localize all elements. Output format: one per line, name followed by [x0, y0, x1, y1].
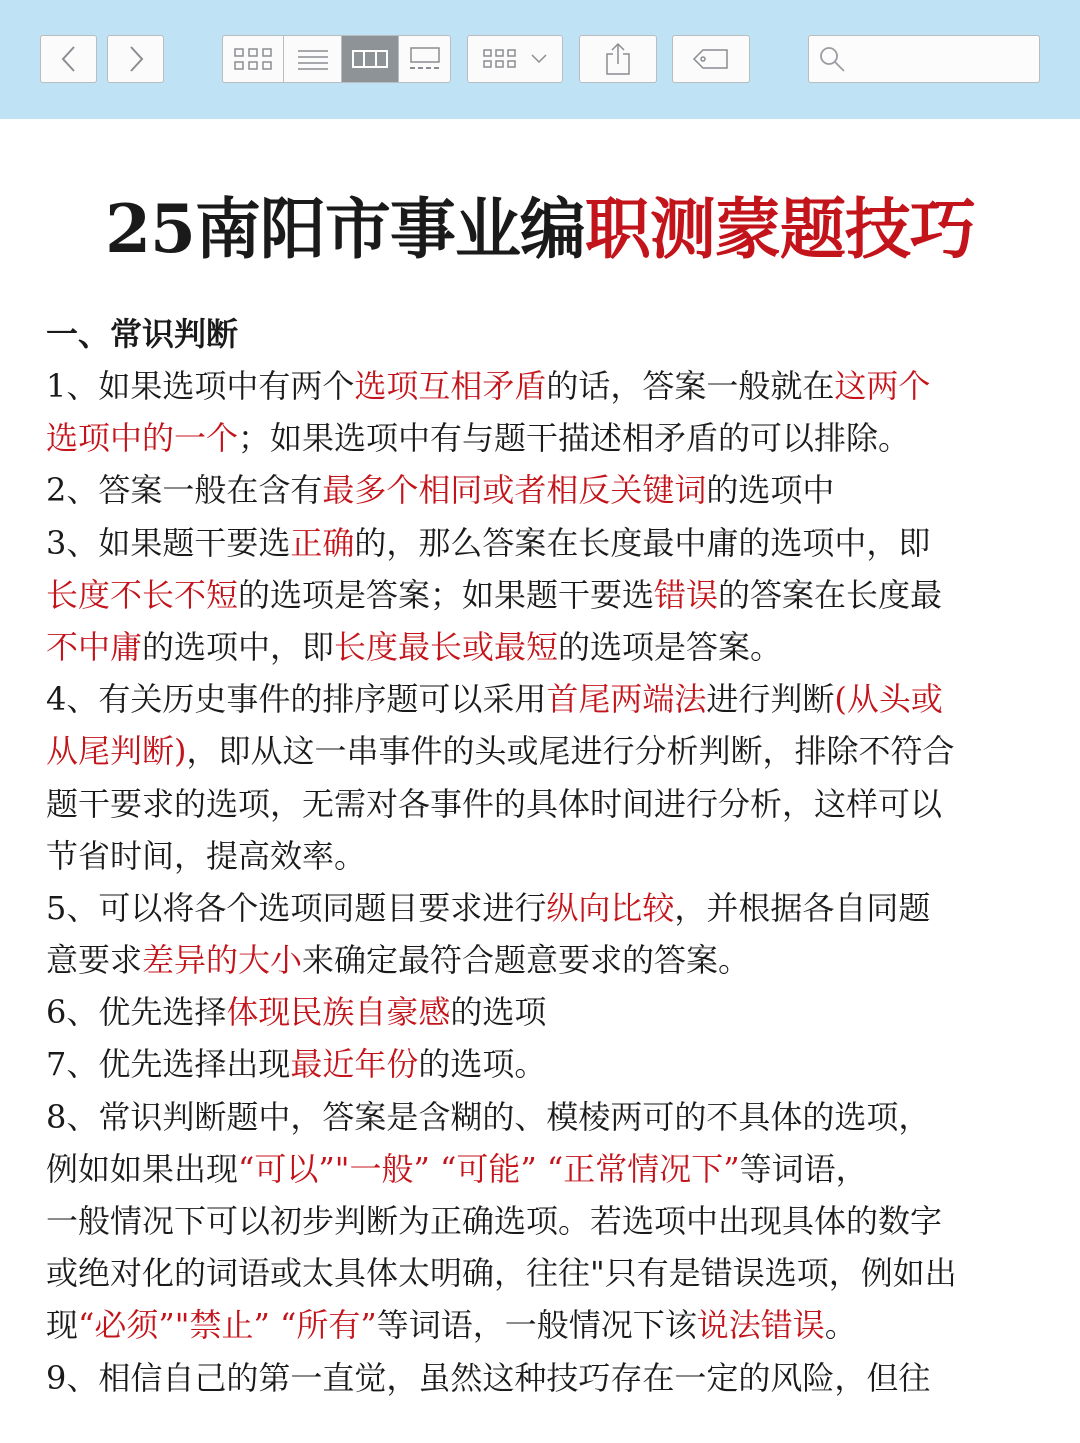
highlighted-text: (从头或 — [834, 680, 943, 719]
body-text: 的，那么答案在长度最中庸的选项中，即 — [354, 523, 931, 562]
highlighted-text: 说法错误 — [696, 1306, 825, 1345]
body-text: 例如如果出现 — [46, 1149, 239, 1188]
body-text: 6、优先选择 — [46, 993, 227, 1032]
title-black-part: 25南阳市事业编 — [105, 190, 585, 268]
text-line — [46, 517, 1046, 569]
group-by-icon — [482, 47, 522, 71]
body-text: 节省时间，提高效率。 — [46, 836, 367, 875]
toolbar — [0, 0, 1080, 119]
text-line — [46, 569, 1046, 621]
body-text: ；如果选项中有与题干描述相矛盾的可以排除。 — [238, 419, 911, 458]
body-text: 的选项中 — [706, 471, 835, 510]
text-line — [46, 986, 1046, 1038]
body-text: 3、如果题干要选 — [46, 523, 291, 562]
body-text: 等词语， — [739, 1149, 868, 1188]
column-view-icon — [351, 48, 389, 70]
body-text: 9、相信自己的第一直觉，虽然这种技巧存在一定的风险，但往 — [46, 1358, 931, 1397]
back-button[interactable] — [40, 35, 97, 83]
body-text: 的选项。 — [418, 1045, 547, 1084]
body-text: 2、答案一般在含有 — [46, 471, 323, 510]
body-text: 4、有关历史事件的排序题可以采用 — [46, 680, 547, 719]
text-line — [46, 464, 1046, 516]
text-line — [46, 1299, 1046, 1351]
body-text: ，并根据各自同题 — [674, 888, 931, 927]
body-text: 的选项 — [450, 993, 547, 1032]
text-line — [46, 934, 1046, 986]
text-line — [46, 621, 1046, 673]
highlighted-text: 错误 — [654, 575, 719, 614]
body-text: 来确定最符合题意要求的答案。 — [302, 941, 751, 980]
highlighted-text: 选项互相矛盾 — [354, 367, 547, 405]
body-text: 进行判断 — [706, 680, 835, 719]
highlighted-text: “必须”"禁止” “所有” — [78, 1306, 377, 1345]
gallery-view-icon — [407, 46, 443, 72]
column-view-button[interactable] — [341, 36, 398, 82]
view-mode-segmented — [222, 35, 451, 83]
highlighted-text: 差异的大小 — [142, 941, 303, 980]
body-text: 的选项是答案。 — [558, 627, 783, 666]
text-line — [46, 725, 1046, 777]
highlighted-text: 不中庸 — [46, 627, 143, 666]
highlighted-text: 正确 — [290, 523, 355, 562]
article-body — [46, 308, 1046, 1404]
body-text: 的选项是答案；如果题干要选 — [238, 575, 655, 614]
body-text: 的答案在长度最 — [718, 575, 943, 614]
body-text: 或绝对化的词语或太具体太明确，往往"只有是错误选项，例如出 — [46, 1254, 957, 1293]
body-text: 5、可以将各个选项同题目要求进行 — [46, 888, 547, 927]
title-red-part: 职测蒙题技巧 — [584, 190, 975, 268]
highlighted-text: 这两个 — [834, 367, 931, 405]
text-line — [46, 1247, 1046, 1299]
text-line — [46, 882, 1046, 934]
text-line — [46, 1195, 1046, 1247]
chevron-left-icon — [59, 44, 79, 74]
text-line — [46, 673, 1046, 725]
grid-view-button[interactable] — [223, 36, 283, 82]
tag-button[interactable] — [672, 35, 750, 83]
list-view-icon — [296, 47, 330, 71]
article-lines — [46, 360, 1046, 1404]
text-line — [46, 412, 1046, 464]
highlighted-text: 选项中的一个 — [46, 419, 239, 458]
text-line — [46, 360, 1046, 412]
group-by-button[interactable] — [467, 35, 563, 83]
text-line — [46, 830, 1046, 882]
body-text: 等词语，一般情况下该 — [376, 1306, 697, 1345]
text-line — [46, 1143, 1046, 1195]
share-icon — [603, 42, 633, 76]
share-button[interactable] — [579, 35, 657, 83]
body-text: 的话，答案一般就在 — [546, 367, 835, 405]
highlighted-text: 长度最长或最短 — [334, 627, 559, 666]
body-text: 意要求 — [46, 941, 143, 980]
highlighted-text: 最多个相同或者相反关键词 — [322, 471, 707, 510]
text-line — [46, 1091, 1046, 1143]
gallery-view-button[interactable] — [398, 36, 450, 82]
text-line — [46, 778, 1046, 830]
text-line — [46, 1038, 1046, 1090]
tag-icon — [691, 47, 731, 71]
section-heading: 一、常识判断 — [46, 315, 239, 353]
chevron-down-icon — [530, 53, 548, 65]
forward-button[interactable] — [107, 35, 164, 83]
body-text: ，即从这一串事件的头或尾进行分析判断，排除不符合 — [186, 732, 955, 771]
body-text: 7、优先选择出现 — [46, 1045, 291, 1084]
highlighted-text: 纵向比较 — [546, 888, 675, 927]
highlighted-text: 体现民族自豪感 — [226, 993, 451, 1032]
body-text: 题干要求的选项，无需对各事件的具体时间进行分析，这样可以 — [46, 784, 943, 823]
grid-view-icon — [233, 46, 273, 72]
body-text: 1、如果选项中有两个 — [46, 367, 355, 405]
search-input[interactable] — [808, 35, 1040, 83]
text-line — [46, 1352, 1046, 1404]
highlighted-text: 从尾判断) — [46, 732, 187, 771]
body-text: 的选项中，即 — [142, 627, 335, 666]
page-title — [0, 176, 1080, 271]
highlighted-text: 首尾两端法 — [546, 680, 707, 719]
highlighted-text: “可以”"一般” “可能” “正常情况下” — [238, 1149, 740, 1188]
body-text: 一般情况下可以初步判断为正确选项。若选项中出现具体的数字 — [46, 1202, 943, 1240]
body-text: 8、常识判断题中，答案是含糊的、模棱两可的不具体的选项， — [46, 1097, 931, 1136]
list-view-button[interactable] — [283, 36, 341, 82]
highlighted-text: 最近年份 — [290, 1045, 419, 1084]
chevron-right-icon — [126, 44, 146, 74]
highlighted-text: 长度不长不短 — [46, 575, 239, 614]
body-text: 现 — [46, 1306, 79, 1345]
body-text: 。 — [824, 1306, 857, 1345]
